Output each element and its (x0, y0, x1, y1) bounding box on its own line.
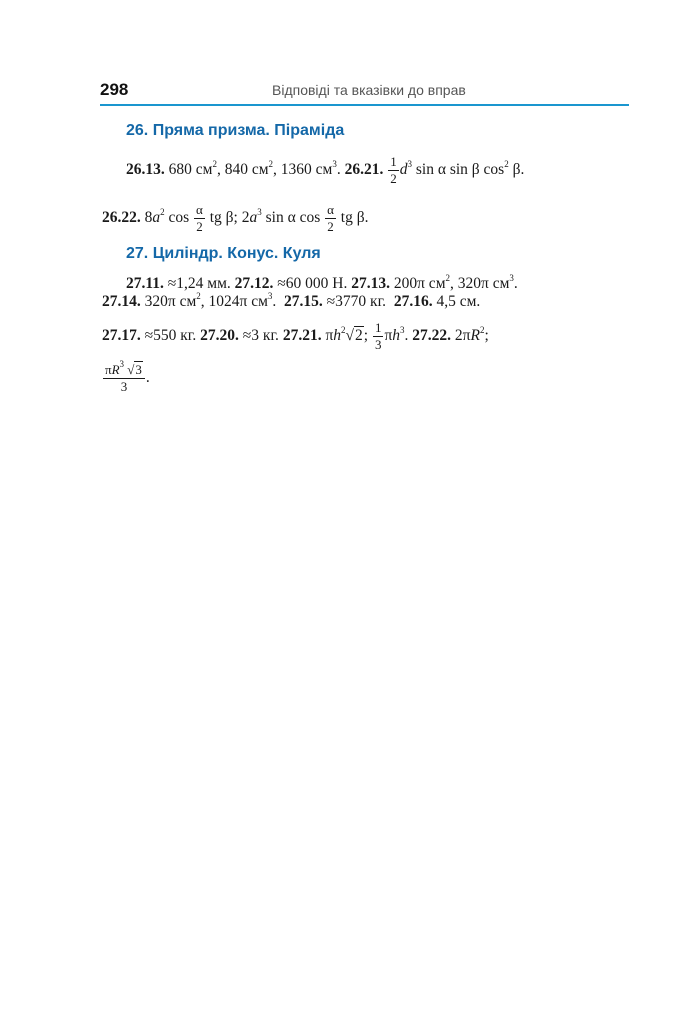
answer-value: 320π см (457, 275, 510, 292)
answer-label-27-11: 27.11. (126, 275, 164, 292)
answer-label-26-22: 26.22. (102, 209, 141, 227)
answer-label-27-21: 27.21. (282, 327, 322, 345)
answer-value: 1360 см (280, 161, 333, 179)
answer-label-26-13: 26.13. (126, 161, 165, 179)
formula-text: sin α cos (265, 209, 321, 227)
answer-value: 840 см (224, 161, 269, 179)
formula-text: tg β. (340, 209, 369, 227)
answer-line-26-2: 26.22. $8a^2$ cos $\frac{\alpha}{2}$ tg β; $2a^3$ sin α cos $\frac{\alpha}{2}$ tg β. (102, 202, 369, 234)
answer-line-27-3: 27.17. ≈550 кг. 27.20. ≈3 кг. 27.21. $\pi h^2√2$; $\frac{1}{3}$ $\pi h^3$. 27.22. $2\pi R^2$; (102, 320, 489, 352)
answer-value: 320π см (144, 293, 197, 310)
answer-value: ≈3770 кг. (326, 293, 387, 310)
fraction: $\frac{\pi R^3 √3}{3}$ (103, 362, 145, 395)
formula-text: sin α sin β cos (415, 161, 505, 179)
fraction: $\frac{1}{2}$ (390, 154, 397, 186)
answer-label-26-21: 26.21. (344, 161, 384, 179)
answer-value: ≈550 кг. (144, 327, 197, 345)
running-title: Відповіді та вказівки до вправ (272, 82, 466, 98)
fraction: $\frac{\alpha}{2}$ (327, 202, 334, 234)
answer-line-27-2: 27.14. 320π $см^2$, 1024π $см^3$. 27.15. ≈3770 кг. 27.16. 4,5 см. (102, 291, 481, 310)
page-number: 298 (100, 80, 129, 99)
answer-label-27-12: 27.12. (234, 275, 274, 292)
answer-value: 680 см (168, 161, 213, 179)
formula-text: tg β; (209, 209, 238, 227)
answer-label-27-16: 27.16. (393, 293, 433, 310)
fraction: $\frac{\alpha}{2}$ (196, 202, 203, 234)
answer-line-27-1: 27.11. ≈1,24 мм. 27.12. ≈60 000 Н. 27.13. 200π $см^2$, 320π $см^3$. (126, 273, 518, 292)
formula-text: cos (168, 209, 190, 227)
answer-line-26-1: 26.13. 680 $см^2$, 840 $см^2$, 1360 $см^3$. 26.21. $\frac{1}{2}$ $d^3$ sin α sin β $\cos^2 \beta$. (126, 154, 525, 186)
section-heading-27: 27. Циліндр. Конус. Куля (126, 245, 321, 262)
answer-value: ≈3 кг. (242, 327, 279, 345)
header-rule (100, 104, 629, 106)
fraction: $\frac{1}{3}$ (374, 320, 382, 352)
answer-value: 4,5 см. (436, 293, 481, 310)
answer-label-27-22: 27.22. (412, 327, 452, 345)
answer-label-27-13: 27.13. (351, 275, 390, 292)
answer-value: 1024π см (208, 293, 268, 310)
answer-label-27-20: 27.20. (200, 327, 239, 345)
answer-value: ≈60 000 Н. (277, 275, 348, 292)
answer-line-27-4: $\frac{\pi R^3 √3}{3}$ . (105, 359, 150, 394)
answer-value: 200π см (393, 275, 446, 292)
answer-label-27-15: 27.15. (284, 293, 323, 310)
answer-label-27-14: 27.14. (102, 293, 141, 310)
section-heading-26: 26. Пряма призма. Піраміда (126, 122, 345, 139)
answer-value: ≈1,24 мм. (167, 275, 231, 292)
answer-label-27-17: 27.17. (102, 327, 141, 345)
